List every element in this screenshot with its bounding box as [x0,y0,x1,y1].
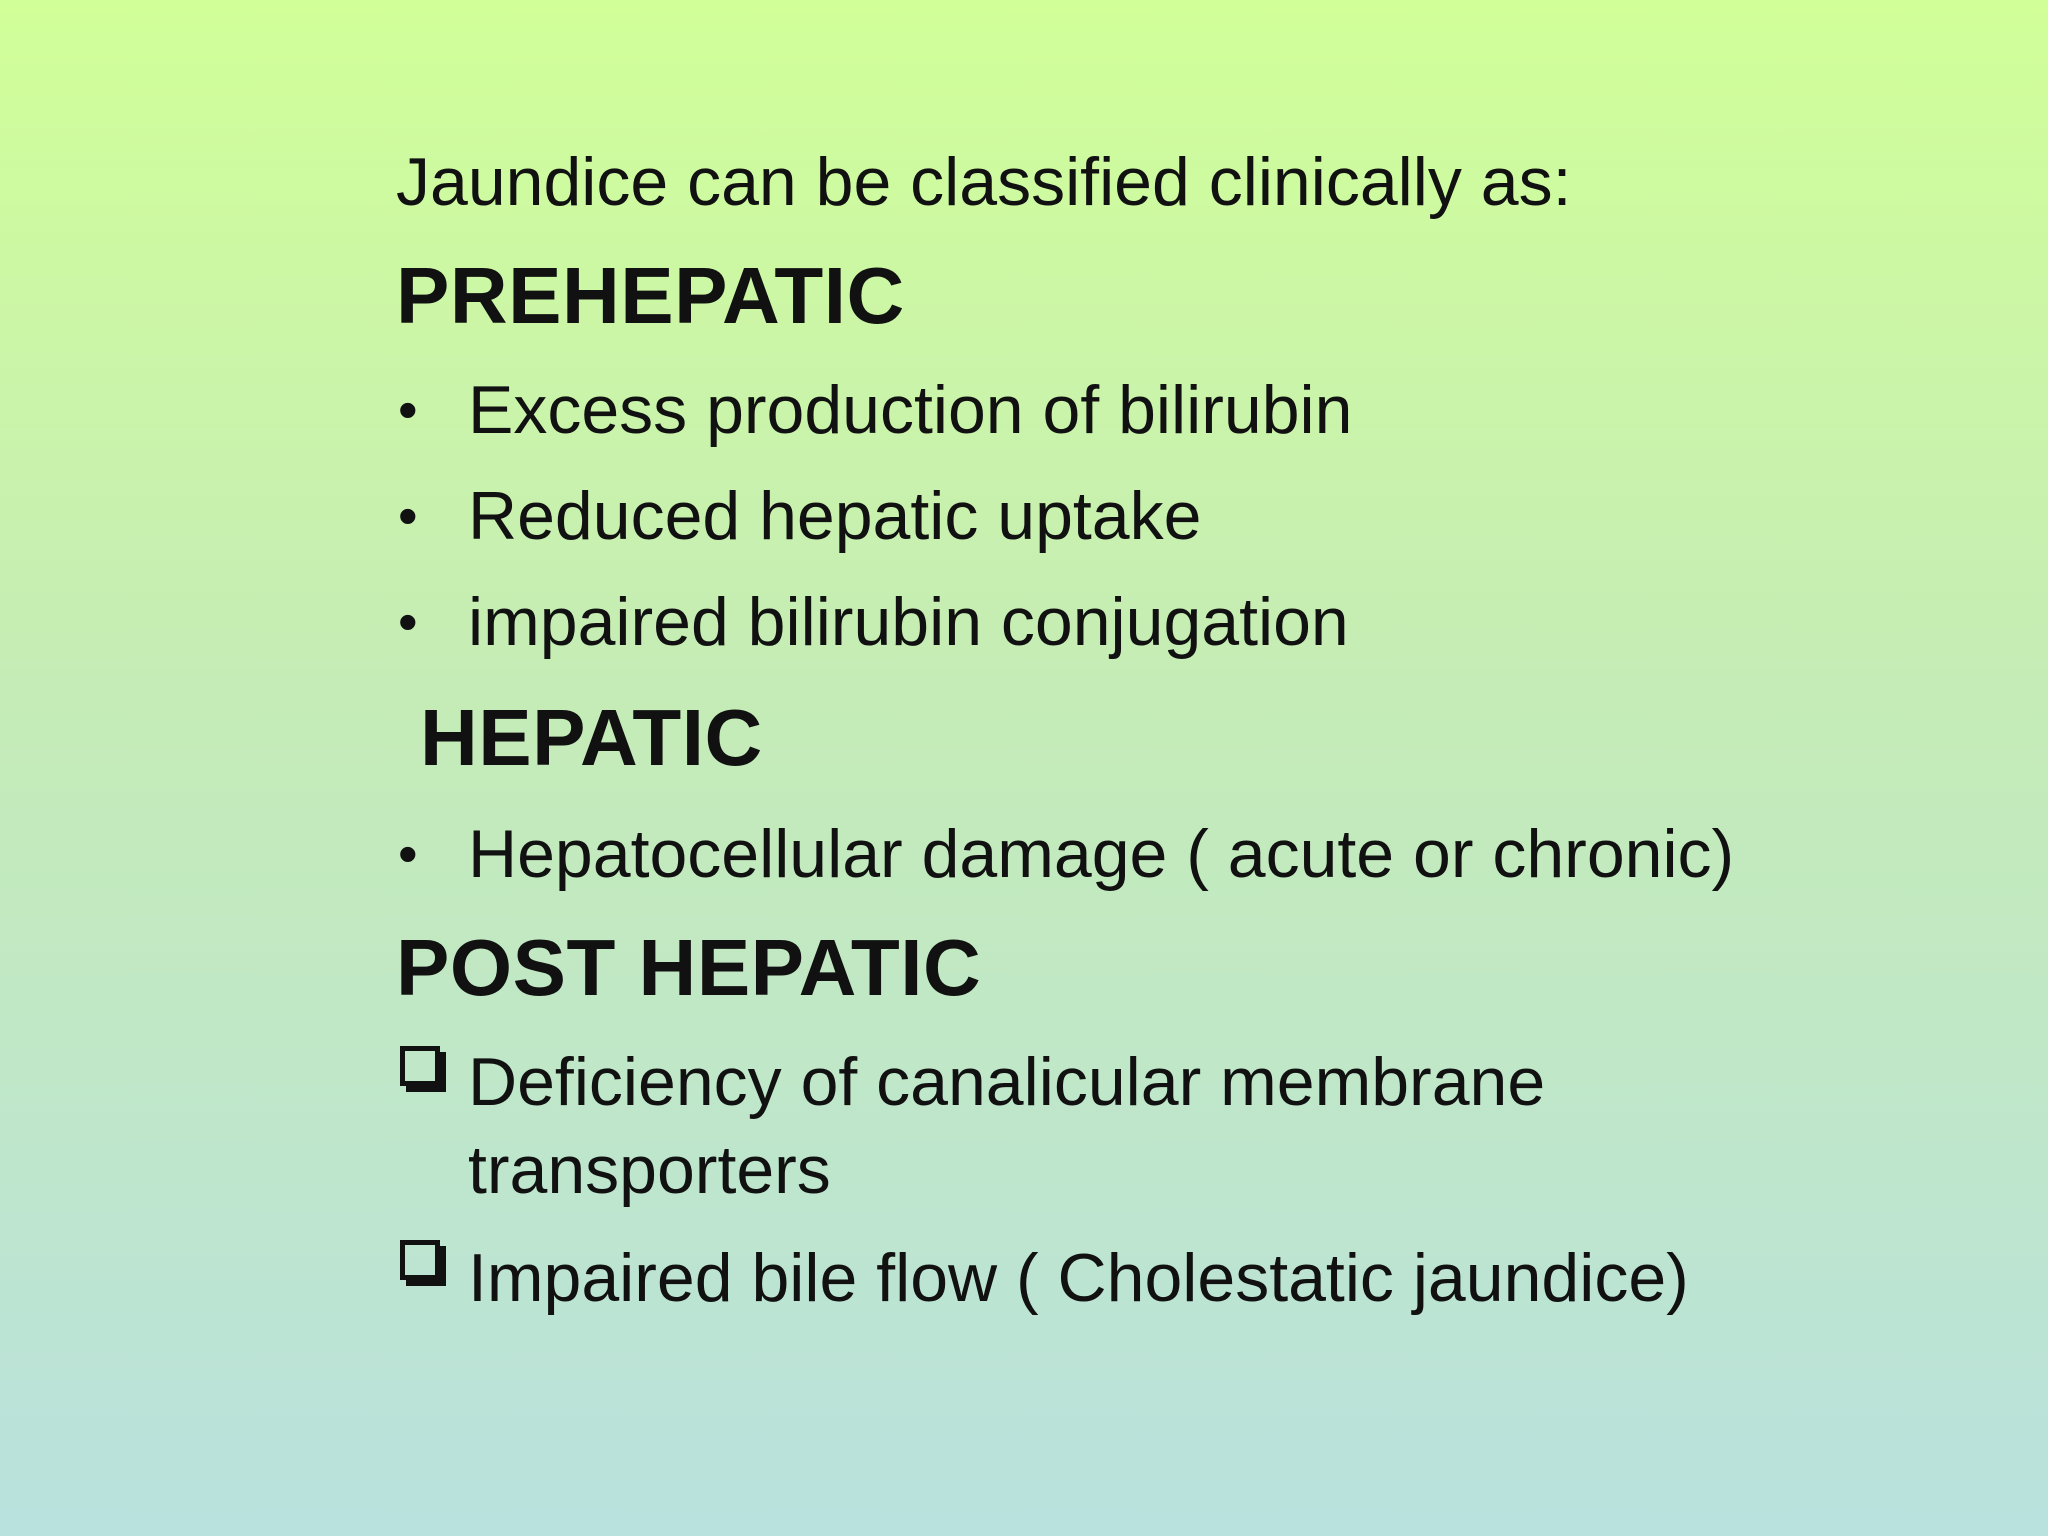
heading-prehepatic: PREHEPATIC [396,251,905,340]
list-item-canalicular-deficiency-continued: transporters [468,1132,831,1208]
bullet-icon: • [398,822,418,885]
heading-post-hepatic: POST HEPATIC [396,923,982,1012]
bullet-icon: • [398,378,418,441]
bullet-icon: • [398,590,418,653]
list-item-impaired-conjugation: impaired bilirubin conjugation [468,584,1349,660]
intro-text: Jaundice can be classified clinically as: [396,144,1572,220]
checkbox-bullet-icon [400,1046,440,1086]
list-item-reduced-uptake: Reduced hepatic uptake [468,478,1202,554]
checkbox-bullet-icon [400,1240,440,1280]
list-item-canalicular-deficiency: Deficiency of canalicular membrane [468,1044,1546,1120]
list-item-excess-production: Excess production of bilirubin [468,372,1353,448]
list-item-hepatocellular-damage: Hepatocellular damage ( acute or chronic) [468,816,1735,892]
heading-hepatic: HEPATIC [420,693,763,782]
list-item-impaired-bile-flow: Impaired bile flow ( Cholestatic jaundice) [468,1240,1689,1316]
bullet-icon: • [398,484,418,547]
